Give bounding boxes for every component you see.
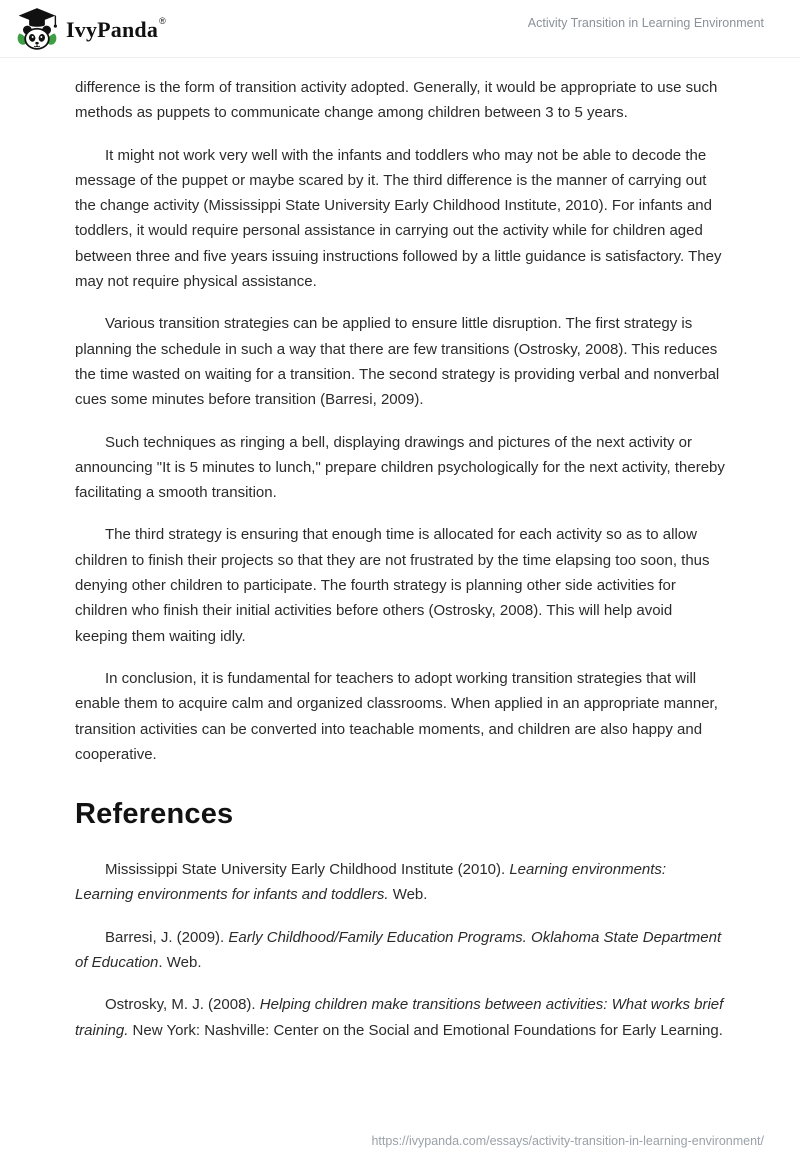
page-header xyxy=(0,0,800,58)
essay-paragraph: Such techniques as ringing a bell, displaying drawings and pictures of the next activity or announcing "It is 5 minutes to lunch," prepare children psychologically for the next activity, thereby facilitating a smooth transition. xyxy=(75,433,725,502)
essay-paragraph: It might not work very well with the infants and toddlers who may not be able to decode the message of the puppet or maybe scared by it. The third difference is the manner of carrying out the change activity (Mississippi State University Early Childhood Institute, 2010). For infants and toddlers, it would require personal assistance in carrying out the activity while for children aged between three and five years issuing instructions followed by a little guidance is satisfactory. They may not require physical assistance. xyxy=(75,146,722,291)
page-footer xyxy=(371,1134,764,1148)
references-list xyxy=(75,857,725,1043)
ivypanda-logo-icon xyxy=(16,7,58,53)
brand-name: IvyPanda xyxy=(66,17,159,42)
reference-text: Barresi, J. (2009). xyxy=(105,928,229,946)
document-title: Activity Transition in Learning Environment xyxy=(527,16,764,30)
essay-paragraph: The third strategy is ensuring that enough time is allocated for each activity so as to allow children to finish their projects so that they are not frustrated by the time elapsing too soon, thus denying other children to participate. The fourth strategy is planning other side activities for children who finish their initial activities before others (Ostrosky, 2008). This will help avoid keeping them waiting idly. xyxy=(75,526,710,645)
essay-content xyxy=(0,58,800,1043)
reference-text: New York: Nashville: Center on the Social and Emotional Foundations for Early Learning. xyxy=(128,1021,723,1039)
reference-text: . Web. xyxy=(158,954,202,972)
paragraph-list xyxy=(75,75,725,767)
brand[interactable] xyxy=(16,7,165,53)
reference-entry xyxy=(75,857,725,908)
registered-mark: ® xyxy=(159,15,166,26)
essay-paragraph: Various transition strategies can be applied to ensure little disruption. The first strategy is planning the schedule in such a way that there are few transitions (Ostrosky, 2008). This reduces the time wasted on waiting for a transition. The second strategy is providing verbal and nonverbal cues some minutes before transition (Barresi, 2009). xyxy=(75,315,720,409)
references-heading: References xyxy=(75,798,234,831)
essay-paragraph: difference is the form of transition activity adopted. Generally, it would be appropriate to use such methods as puppets to communicate change among children between 3 to 5 years. xyxy=(75,79,718,122)
reference-title: Learning environments: Learning environments for infants and toddlers. xyxy=(75,861,667,904)
reference-text: Web. xyxy=(388,886,428,904)
reference-title: Helping children make transitions between activities: What works brief training. xyxy=(75,996,724,1039)
reference-entry xyxy=(75,925,725,976)
reference-text: Mississippi State University Early Childhood Institute (2010). xyxy=(105,861,510,879)
reference-entry xyxy=(75,992,725,1043)
essay-paragraph: In conclusion, it is fundamental for teachers to adopt working transition strategies that will enable them to acquire calm and organized classrooms. When applied in an appropriate manner, transition activities can be converted into teachable moments, and children are also happy and cooperative. xyxy=(75,669,718,763)
source-url[interactable]: https://ivypanda.com/essays/activity-transition-in-learning-environment/ xyxy=(371,1134,764,1148)
reference-text: Ostrosky, M. J. (2008). xyxy=(105,996,260,1014)
reference-title: Early Childhood/Family Education Programs. Oklahoma State Department of Education xyxy=(75,928,722,972)
